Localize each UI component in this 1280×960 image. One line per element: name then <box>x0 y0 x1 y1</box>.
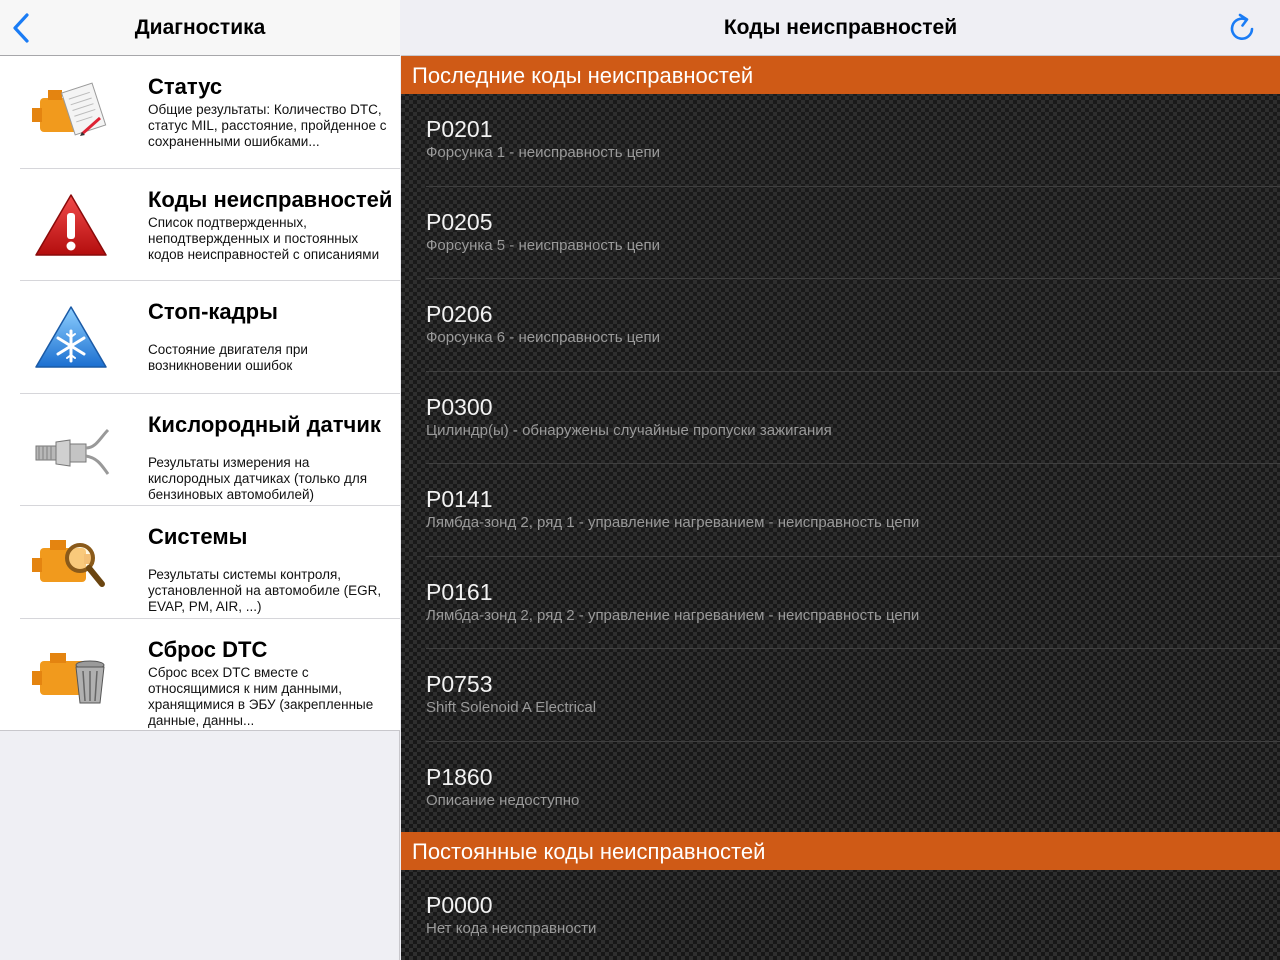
fault-code-row[interactable] <box>401 557 1280 650</box>
warning-triangle-icon <box>30 191 112 259</box>
fault-code-description: Форсунка 5 - неисправность цепи <box>426 236 660 254</box>
fault-code-row[interactable] <box>401 464 1280 557</box>
fault-code-row[interactable] <box>401 870 1280 960</box>
menu-item-oxygen-sensor[interactable] <box>0 394 400 507</box>
menu-item-title: Статус <box>148 74 223 99</box>
right-nav-title: Коды неисправностей <box>723 16 958 39</box>
fault-codes-panel <box>401 0 1280 960</box>
menu-item-fault-codes[interactable] <box>0 169 400 282</box>
fault-code: P0000 <box>426 892 493 918</box>
engine-magnifier-icon <box>30 528 112 596</box>
menu-item-description: Сброс всех DTC вместе с относящимися к ним данными, хранящимися в ЭБУ (закрепленные данные, данны... <box>148 664 374 728</box>
fault-code-description: Лямбда-зонд 2, ряд 2 - управление нагреванием - неисправность цепи <box>426 606 920 624</box>
fault-code-description: Shift Solenoid A Electrical <box>426 699 597 716</box>
left-nav-title: Диагностика <box>134 16 266 39</box>
refresh-icon[interactable] <box>1226 12 1258 44</box>
menu-item-status[interactable] <box>0 56 400 169</box>
fault-code-description: Форсунка 1 - неисправность цепи <box>426 144 660 161</box>
menu-item-systems[interactable] <box>0 506 400 619</box>
menu-item-description: Состояние двигателя при возникновении ошибок <box>148 342 308 373</box>
menu-item-description: Общие результаты: Количество DTC, статус MIL, расстояние, пройденное с сохраненными ошибками... <box>148 102 387 149</box>
fault-code: P0205 <box>426 208 493 235</box>
fault-code-row[interactable] <box>401 742 1280 835</box>
menu-item-title: Системы <box>148 524 248 549</box>
fault-code-description: Форсунка 6 - неисправность цепи <box>426 329 660 346</box>
menu-item-title: Сброс DTC <box>148 636 268 662</box>
diagnostics-menu-list <box>0 56 400 731</box>
fault-code: P0201 <box>426 116 493 142</box>
fault-code: P0161 <box>426 578 493 605</box>
left-navigation-bar <box>0 0 400 56</box>
fault-code-description: Цилиндр(ы) - обнаружены случайные пропуски зажигания <box>426 421 832 439</box>
snowflake-triangle-icon <box>30 303 112 371</box>
fault-code: P0753 <box>426 671 493 697</box>
engine-document-icon <box>30 78 112 146</box>
fault-code-row[interactable] <box>401 187 1280 280</box>
fault-code: P0206 <box>426 301 493 327</box>
menu-item-description: Результаты измерения на кислородных датчиках (только для бензиновых автомобилей) <box>148 454 368 502</box>
oxygen-sensor-icon <box>30 416 112 484</box>
fault-code-description: Лямбда-зонд 2, ряд 1 - управление нагреванием - неисправность цепи <box>426 514 920 531</box>
section-header-recent: Последние коды неисправностей <box>401 56 1280 94</box>
engine-trash-icon <box>30 641 112 709</box>
menu-item-reset-dtc[interactable] <box>0 619 400 732</box>
menu-item-title: Стоп-кадры <box>148 299 278 324</box>
menu-item-title: Коды неисправностей <box>148 186 393 212</box>
fault-code-row[interactable] <box>401 649 1280 742</box>
right-navigation-bar <box>401 0 1280 56</box>
diagnostics-panel <box>0 0 400 960</box>
fault-code: P0141 <box>426 486 493 512</box>
fault-code-row[interactable] <box>401 372 1280 465</box>
fault-code-row[interactable] <box>401 94 1280 187</box>
fault-code-description: Нет кода неисправности <box>426 920 597 937</box>
fault-code-description: Описание недоступно <box>426 791 580 809</box>
menu-item-description: Результаты системы контроля, установленной на автомобиле (EGR, EVAP, PM, AIR, ...) <box>148 567 382 614</box>
section-header-permanent: Постоянные коды неисправностей <box>401 832 1280 870</box>
fault-code: P1860 <box>426 763 493 790</box>
fault-code: P0300 <box>426 393 493 420</box>
fault-code-row[interactable] <box>401 279 1280 372</box>
menu-item-title: Кислородный датчик <box>148 411 381 437</box>
menu-item-description: Список подтвержденных, неподтвержденных и постоянных кодов неисправностей с описаниями <box>148 214 380 262</box>
menu-item-freeze-frames[interactable] <box>0 281 400 394</box>
